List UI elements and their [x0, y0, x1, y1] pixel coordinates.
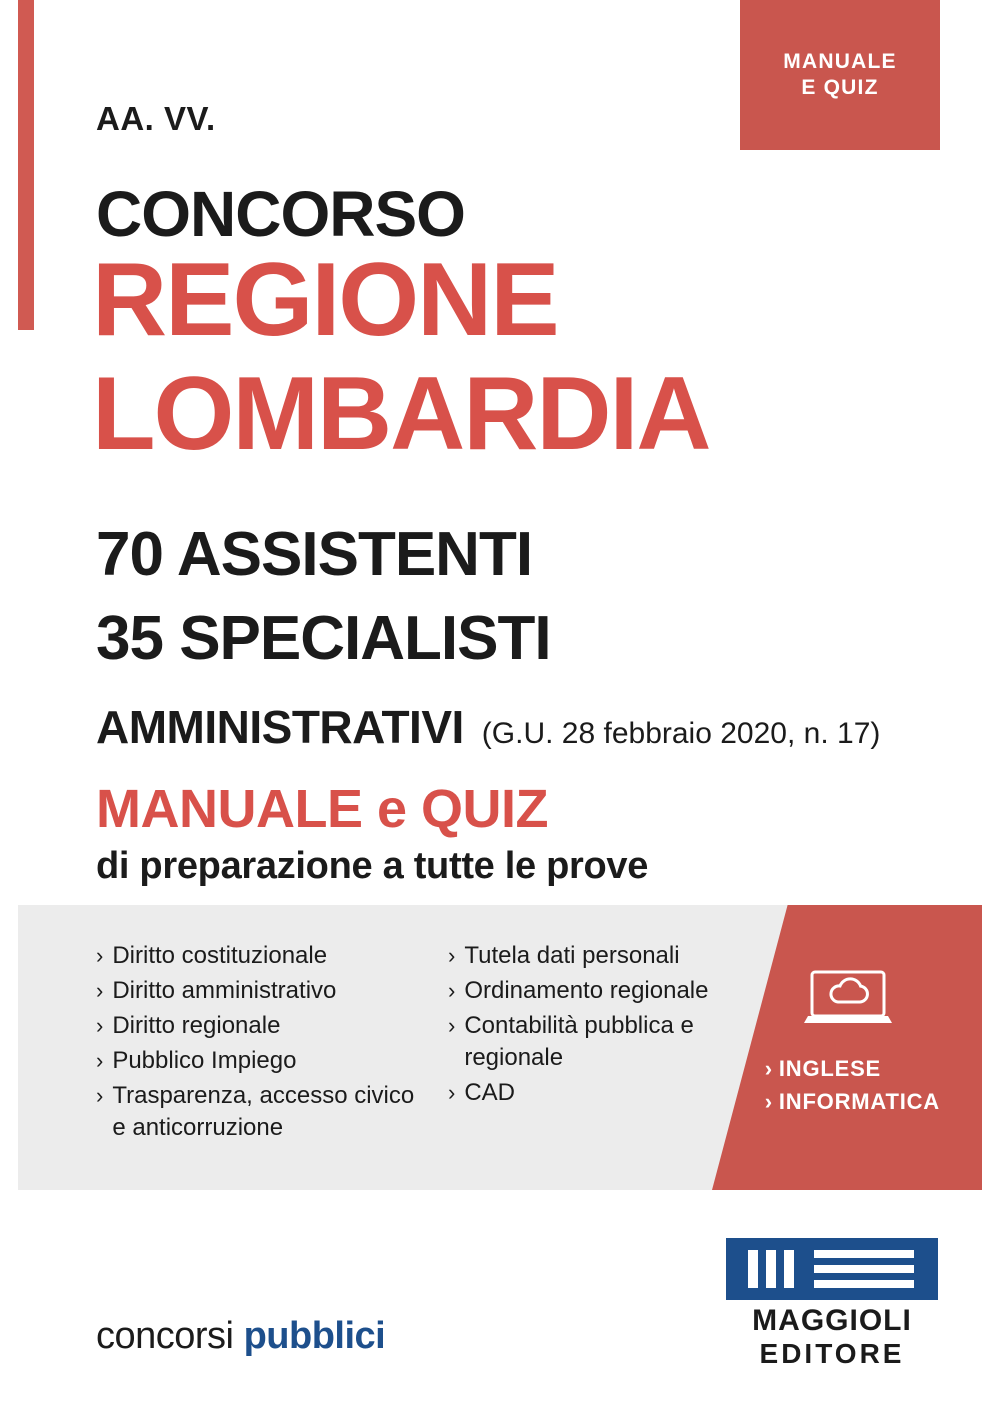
topic-label: Pubblico Impiego — [112, 1047, 297, 1074]
chevron-right-icon: › — [96, 1013, 104, 1038]
publisher-subtitle: EDITORE — [759, 1338, 905, 1369]
series-logo-part2: pubblici — [243, 1315, 386, 1357]
chevron-right-icon: › — [448, 943, 456, 968]
chevron-right-icon: › — [448, 1080, 456, 1105]
subtitle-preparazione: di preparazione a tutte le prove — [96, 845, 649, 887]
list-item — [448, 940, 768, 972]
list-item — [96, 975, 416, 1007]
list-item — [96, 1010, 416, 1042]
chevron-right-icon: › — [96, 1048, 104, 1073]
topic-label: CAD — [464, 1079, 515, 1106]
flag-links — [765, 1052, 940, 1118]
series-logo-part1: concorsi — [96, 1315, 244, 1357]
badge-line-1: MANUALE — [783, 50, 897, 73]
topics-column-1 — [96, 940, 416, 1147]
badge-line-2: E QUIZ — [801, 76, 879, 99]
title-regione: REGIONE — [92, 242, 558, 358]
series-logo — [96, 1315, 385, 1358]
topic-label: Tutela dati personali — [464, 942, 680, 969]
list-item — [96, 940, 416, 972]
subtitle-assistenti: 70 ASSISTENTI — [96, 520, 533, 589]
list-item — [448, 1077, 768, 1109]
topic-label: Diritto amministrativo — [112, 977, 337, 1004]
topic-label: Diritto regionale — [112, 1012, 281, 1039]
chevron-right-icon: › — [448, 978, 456, 1003]
flag-link-informatica-label: INFORMATICA — [778, 1089, 940, 1114]
chevron-right-icon: › — [448, 1013, 456, 1038]
chevron-right-icon: › — [96, 1083, 104, 1108]
subtitle-amministrativi: AMMINISTRATIVI — [96, 701, 464, 753]
publisher-logo — [726, 1238, 938, 1370]
author-name: AA. VV. — [96, 100, 216, 137]
subtitle-specialisti: 35 SPECIALISTI — [96, 604, 551, 673]
topic-label: Ordinamento regionale — [464, 977, 709, 1004]
manuale-quiz-badge — [740, 0, 940, 150]
chevron-right-icon: › — [96, 943, 104, 968]
laptop-cloud-icon — [802, 968, 894, 1030]
chevron-right-icon: › — [764, 1056, 773, 1081]
subtitle-manuale-quiz: MANUALE e QUIZ — [96, 779, 548, 839]
left-accent-bar — [18, 0, 34, 330]
topics-columns — [96, 940, 768, 1147]
topic-label: Contabilità pubblica e regionale — [464, 1012, 694, 1071]
flag-link-inglese[interactable] — [765, 1052, 940, 1085]
title-concorso: CONCORSO — [96, 178, 465, 250]
list-item — [96, 1045, 416, 1077]
gazzetta-reference: (G.U. 28 febbraio 2020, n. 17) — [481, 717, 881, 750]
subtitle-amministrativi-row — [96, 700, 880, 754]
flag-link-informatica[interactable] — [765, 1085, 940, 1118]
topic-label: Trasparenza, accesso civico e anticorruzione — [112, 1082, 415, 1141]
list-item — [448, 975, 768, 1007]
chevron-right-icon: › — [96, 978, 104, 1003]
publisher-name: MAGGIOLI — [752, 1304, 912, 1337]
title-lombardia: LOMBARDIA — [92, 356, 710, 472]
topic-label: Diritto costituzionale — [112, 942, 328, 969]
flag-link-inglese-label: INGLESE — [778, 1056, 882, 1081]
list-item — [448, 1010, 768, 1074]
chevron-right-icon: › — [764, 1089, 773, 1114]
topics-column-2 — [448, 940, 768, 1147]
maggioli-mark-icon — [726, 1238, 938, 1300]
list-item — [96, 1080, 416, 1144]
